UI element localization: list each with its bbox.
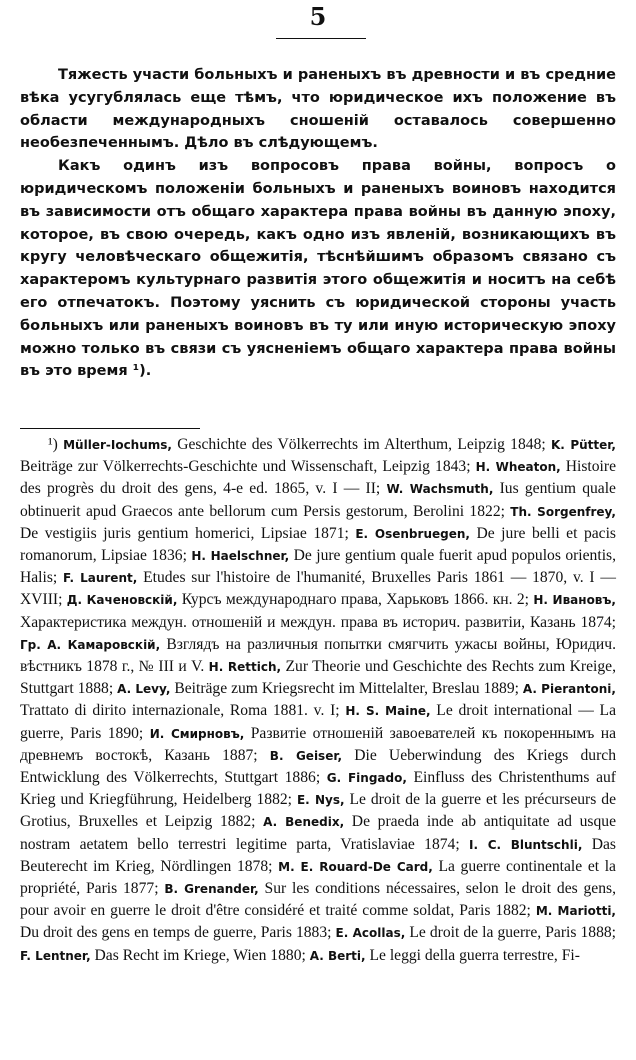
- footnote-text-run: De vestigiis juris gentium homerici, Lipsiae 1871;: [20, 524, 356, 542]
- footnote-author: M. Mariotti,: [535, 904, 616, 919]
- footnote-author: K. Pütter,: [550, 438, 616, 452]
- footnote-text-run: De jure gentium quale fuerit apud populos orientis, Halis;: [20, 547, 616, 587]
- footnote-author: I. C. Bluntschli,: [469, 837, 583, 852]
- footnote-text-run: Курсъ международнаго права, Харьковъ 1866. кн. 2;: [177, 591, 534, 609]
- footnote-text-run: Le droit de la guerre et les précurseurs de Grotius, Bruxelles et Leipzig 1882;: [20, 791, 616, 831]
- header-rule: [276, 38, 366, 39]
- footnote-author: F. Laurent,: [63, 571, 138, 586]
- paragraph-2: Какъ одинъ изъ вопросовъ права войны, вопросъ о юридическомъ положеніи больныхъ и раненыхъ воиновъ находится въ зависимости отъ общаго характера права войны въ данную эпоху, которое, въ свою очередь, какъ одно изъ явленій, возникающихъ въ кругу человѣческаго общежитія, тѣснѣйшимъ образомъ связано съ характеромъ культурнаго развитія этого общежитія и носитъ на себѣ его отпечатокъ. Поэтому уяснить съ юридической стороны участь больныхъ или раненыхъ воиновъ въ ту или иную историческую эпоху можно только въ связи съ уясненіемъ общаго характера права войны въ это время ¹).: [20, 158, 616, 380]
- footnote-text-run: Einfluss des Christenthums auf Krieg und Kriegführung, Heidelberg 1882;: [20, 769, 616, 809]
- footnote-text-run: La guerre continentale et la propriété, Paris 1877;: [20, 857, 616, 898]
- footnote-author: A. Levy,: [117, 682, 171, 697]
- footnote-text-run: Histoire des progrès du droit des gens, 4-e ed. 1865, v. I — II;: [20, 458, 616, 498]
- footnote-author: B. Grenander,: [164, 882, 259, 897]
- footnote-text-run: Ius gentium quale obtinuerit apud Graecos ante bellorum cum Persis gestorum, Berolini 1822;: [20, 480, 616, 520]
- footnote-author: Д. Каченовскій,: [66, 593, 178, 608]
- footnote-text-run: Das Beuterecht im Krieg, Nördlingen 1878;: [20, 835, 616, 875]
- footnote-author: Гр. А. Камаровскій,: [20, 637, 161, 652]
- footnote-author: M. E. Rouard-De Card,: [278, 859, 433, 874]
- footnote-author: E. Osenbruegen,: [355, 526, 470, 541]
- footnote-text-run: Sur les conditions nécessaires, selon le droit des gens, pour avoir en guerre le droit d'être considéré et traité comme soldat, Paris 1882;: [20, 880, 616, 920]
- footnote-author: G. Fingado,: [326, 771, 407, 786]
- footnote-text-run: Взглядъ на различныя попытки смягчить ужасы войны, Юридич. вѣстникъ 1878 г., № III и V.: [20, 635, 617, 676]
- footnote-author: B. Geiser,: [269, 748, 343, 763]
- footnote-author: Н. Ивановъ,: [533, 593, 616, 608]
- footnote-text-run: Le leggi della guerra terrestre, Fi-: [365, 946, 580, 964]
- footnote-text-run: Характеристика междун. отношеній и междун. права въ историч. развитіи, Казань 1874;: [20, 613, 616, 631]
- footnote-text-run: ¹): [48, 436, 64, 453]
- footnote-author: H. Wheaton,: [475, 460, 561, 475]
- footnote-text-run: Развитіе отношеній завоевателей къ покореннымъ на древнемъ востокѣ, Казань 1887;: [20, 724, 616, 764]
- footnote-author: A. Benedix,: [263, 815, 345, 830]
- footnote-text-run: Du droit des gens en temps de guerre, Paris 1883;: [20, 924, 336, 942]
- footnote-author: H. Rettich,: [208, 660, 282, 675]
- footnote-text-run: Trattato di dirito internazionale, Roma 1881. v. I;: [20, 702, 346, 720]
- footnote-author: Müller-Iochums,: [63, 438, 172, 452]
- footnote-text-run: Zur Theorie und Geschichte des Rechts zum Kreige, Stuttgart 1888;: [20, 658, 616, 698]
- footnote-author: F. Lentner,: [20, 948, 91, 963]
- footnote-text-run: Beiträge zur Völkerrechts-Geschichte und Wissenschaft, Leipzig 1843;: [20, 458, 476, 476]
- main-text: [20, 64, 616, 383]
- footnote-text-run: De jure belli et pacis romanorum, Lipsiae 1836;: [20, 524, 616, 565]
- footnote-text-run: Die Ueberwindung des Kriegs durch Entwicklung des Völkerrechts, Stuttgart 1886;: [20, 746, 616, 787]
- footnote-rule: [20, 428, 200, 429]
- footnote-author: И. Смирновъ,: [149, 726, 245, 741]
- footnote-1: [20, 434, 616, 967]
- footnote-text-run: Le droit de la guerre, Paris 1888;: [405, 924, 616, 942]
- footnote-author: H. S. Maine,: [345, 704, 431, 719]
- footnote-text-run: Le droit international — La guerre, Paris 1890;: [20, 702, 616, 742]
- footnote-author: Th. Sorgenfrey,: [510, 504, 616, 519]
- footnote-author: H. Haelschner,: [191, 549, 290, 564]
- paragraph-1: Тяжесть участи больныхъ и раненыхъ въ древности и въ средние вѣка усугублялась еще тѣмъ, что юридическое ихъ положение въ области международныхъ сношеній оставалось совершенно необезпеченнымъ. Дѣло въ слѣдующемъ.: [20, 67, 616, 152]
- footnote-author: W. Wachsmuth,: [386, 482, 494, 497]
- footnotes: [20, 434, 616, 967]
- footnote-author: A. Pierantoni,: [522, 682, 616, 697]
- footnote-author: E. Nys,: [296, 793, 345, 808]
- footnote-text-run: Geschichte des Völkerrechts im Alterthum, Leipzig 1848;: [171, 436, 551, 453]
- footnote-text-run: De praeda inde ab antiquitate ad usque nostram aetatem bello terrestri legitime parta, Vratislaviae 1874;: [20, 813, 616, 853]
- footnote-author: E. Acollas,: [335, 926, 406, 941]
- footnote-author: A. Berti,: [309, 948, 366, 963]
- page-number: 5: [309, 2, 327, 31]
- footnote-text-run: Beiträge zum Kriegsrecht im Mittelalter, Breslau 1889;: [170, 680, 523, 698]
- footnote-text-run: Das Recht im Kriege, Wien 1880;: [90, 946, 310, 964]
- footnote-text-run: Etudes sur l'histoire de l'humanité, Bruxelles Paris 1861 — 1870, v. I — XVIII;: [20, 569, 617, 609]
